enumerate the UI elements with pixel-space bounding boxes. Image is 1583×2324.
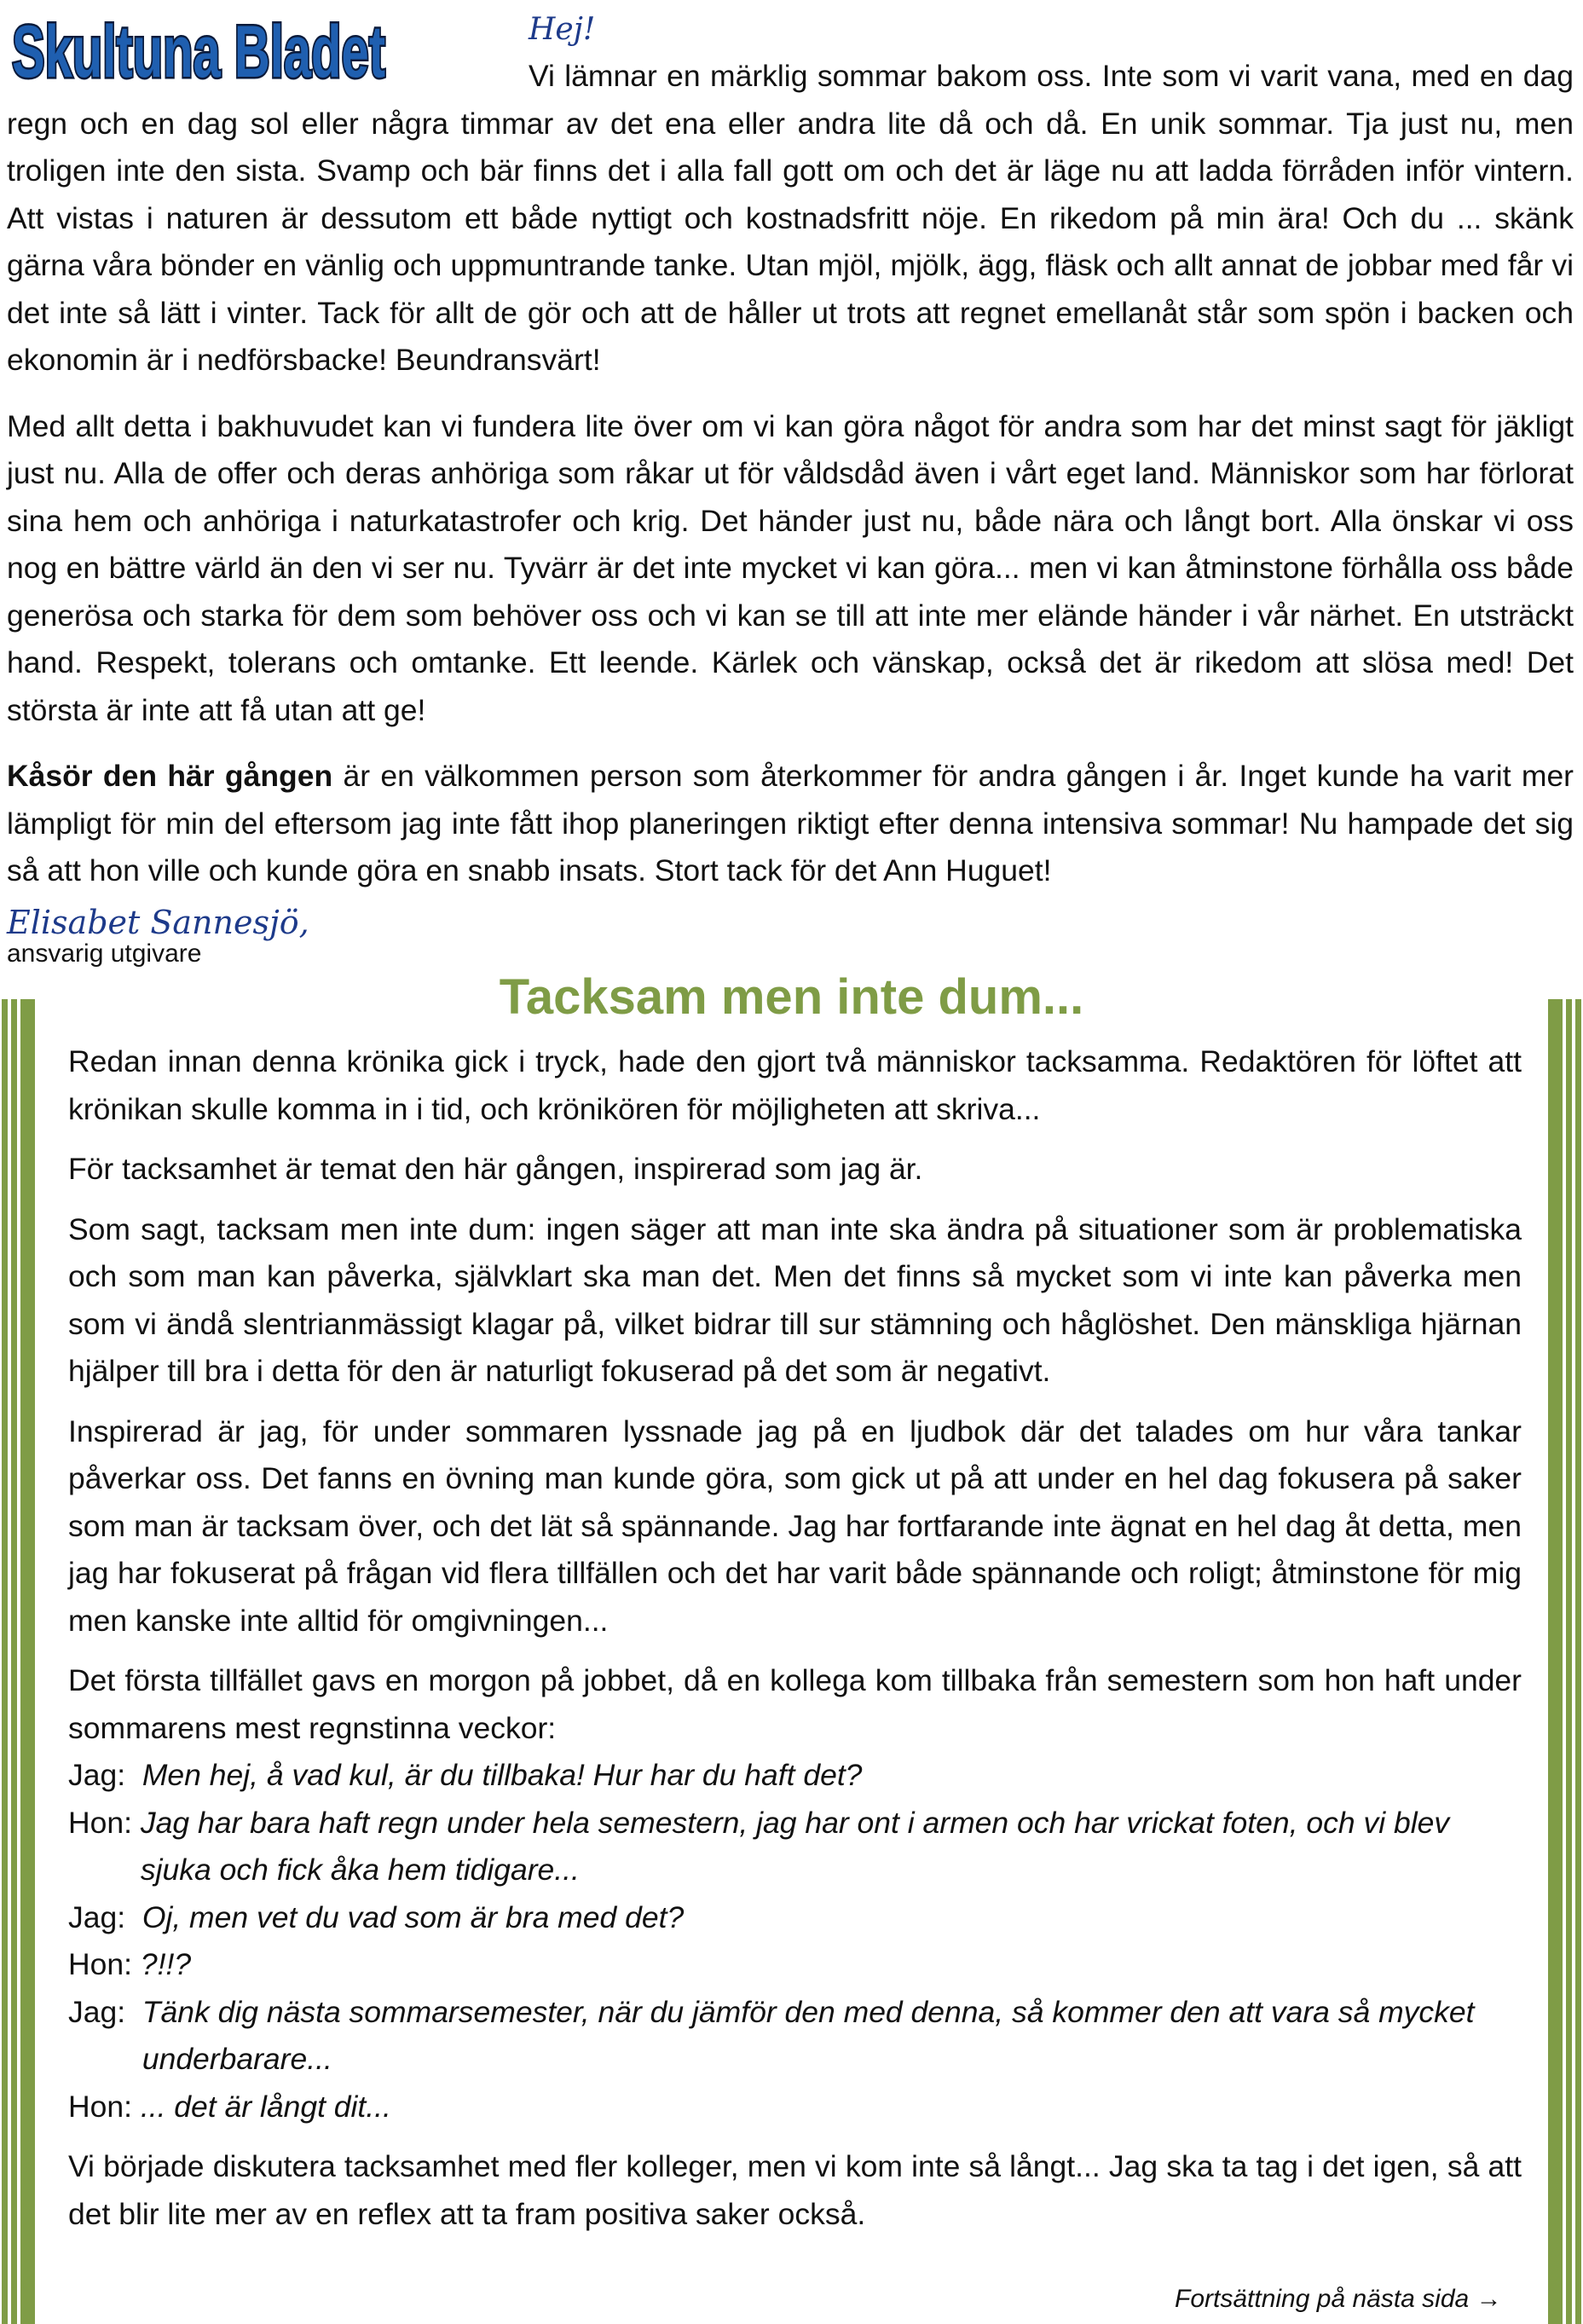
greeting: Hej! <box>529 12 596 47</box>
dialogue-speaker: Jag: <box>68 1994 142 2029</box>
signature-name: Elisabet Sannesjö, <box>7 904 309 941</box>
left-column-border <box>0 999 38 2324</box>
intro-paragraph-2: Med allt detta i bakhuvudet kan vi fundera lite över om vi kan göra något för andra som har det minst sagt för jäkligt just nu. Alla de offer och deras anhöriga som råkar ut för våldsdåd även i vårt eget land. Människor som har förlorat sina hem och anhöriga i naturkatastrofer och krig. Det händer just nu, både nära och långt bort. Alla önskar vi oss nog en bättre värld än den vi ser nu. Tyvärr är det inte mycket vi kan göra... men vi kan åtminstone förhålla oss både generösa och starka för dem som behöver oss och vi kan se till att inte mer elände händer i vår närhet. En utsträckt hand. Respekt, tolerans och omtanke. Ett leende. Kärlek och vänskap, också det är rikedom att slösa med! Det största är inte att få utan att ge! <box>7 408 1574 727</box>
dialogue-line <box>68 2084 1522 2131</box>
dialogue-text: Men hej, å vad kul, är du tillbaka! Hur har du haft det? <box>142 1758 863 1792</box>
column-paragraph: Det första tillfället gavs en morgon på jobbet, då en kollega kom tillbaka från semestern som hon haft under sommarens mest regnstinna veckor: <box>68 1663 1522 1745</box>
intro-paragraph-3 <box>7 753 1574 895</box>
dialogue-text: ?!!? <box>140 1947 192 1981</box>
column-paragraph: Redan innan denna krönika gick i tryck, hade den gjort två människor tacksamma. Redaktören för löftet att krönikan skulle komma in i tid, och krönikören för möjligheten att skriva... <box>68 1044 1522 1126</box>
dialogue-line <box>68 1800 1522 1894</box>
dialogue-text: Oj, men vet du vad som är bra med det? <box>142 1899 685 1934</box>
continue-text: Fortsättning på nästa sida <box>1175 2285 1470 2313</box>
dialogue-line <box>68 1941 1522 1989</box>
dialogue-text: Tänk dig nästa sommarsemester, när du jämför den med denna, så kommer den att vara så mycket underbarare... <box>142 1994 1475 2076</box>
column-paragraph: För tacksamhet är temat den här gången, inspirerad som jag är. <box>68 1152 923 1186</box>
dialogue-text: Jag har bara haft regn under hela semestern, jag har ont i armen och har vrickat foten, och vi blev sjuka och fick åka hem tidigare... <box>140 1805 1450 1887</box>
dialogue-line <box>68 1989 1522 2084</box>
intro-paragraph-1: Vi lämnar en märklig sommar bakom oss. Inte som vi varit vana, med en dag regn och en dag sol eller några timmar av det ena eller andra lite då och då. En unik sommar. Tja just nu, men troligen inte den sista. Svamp och bär finns det i alla fall gott om och det är läge nu att ladda förråden inför vintern. Att vistas i naturen är dessutom ett både nyttigt och kostnadsfritt nöje. En rikedom på min ära! Och du ... skänk gärna våra bönder en vänlig och uppmuntrande tanke. Utan mjöl, mjölk, ägg, fläsk och allt annat de jobbar med får vi det inte så lätt i vinter. Tack för allt de gör och att de håller ut trots att regnet emellanåt står som spön i backen och ekonomin är i nedförsbacke! Beundransvärt! <box>7 59 1574 377</box>
arrow-right-icon: → <box>1476 2285 1502 2313</box>
dialogue-speaker: Hon: <box>68 1805 141 1840</box>
kaser-heading: Kåsör den här gången <box>7 759 333 793</box>
column-paragraph: Vi började diskutera tacksamhet med fler kolleger, men vi kom inte så långt... Jag ska ta tag i det igen, så att det blir lite mer av en reflex att ta fram positiva saker också. <box>68 2149 1522 2231</box>
dialogue-speaker: Jag: <box>68 1758 142 1792</box>
column-paragraph: Inspirerad är jag, för under sommaren lyssnade jag på en ljudbok där det talades om hur våra tankar påverkar oss. Det fanns en övning man kunde göra, som gick ut på att under en hel dag fokusera på saker som man är tacksam över, och det lät så spännande. Jag har fortfarande inte ägnat en hel dag åt detta, men jag har fokuserat på frågan vid flera tillfällen och det har varit både spännande och roligt; åtminstone för mig men kanske inte alltid för omgivningen... <box>68 1413 1522 1638</box>
masthead-logo-text: Skultuna Bladet <box>12 11 385 93</box>
dialogue-speaker: Hon: <box>68 2089 141 2124</box>
column-title: Tacksam men inte dum... <box>499 969 1084 1025</box>
dialogue-line <box>68 1752 1522 1800</box>
column-paragraph: Som sagt, tacksam men inte dum: ingen säger att man inte ska ändra på situationer som är problematiska och som man kan påverka, självklart ska man det. Men det finns så mycket som vi inte kan påverka men som vi ändå slentrianmässigt klagar på, vilket bidrar till sur stämning och håglöshet. Den mänskliga hjärnan hjälper till bra i detta för den är naturligt fokuserad på det som är negativt. <box>68 1211 1522 1388</box>
dialogue-text: ... det är långt dit... <box>140 2089 391 2124</box>
kaser-text: är en välkommen person som återkommer för andra gången i år. Inget kunde ha varit mer lämpligt för min del eftersom jag inte fått ihop planeringen riktigt efter denna intensiva sommar! Nu hampade det sig så att hon ville och kunde göra en snabb insats. Stort tack för det Ann Huguet! <box>7 759 1574 887</box>
intro-section <box>7 53 1574 914</box>
dialogue-speaker: Hon: <box>68 1947 141 1981</box>
right-column-border <box>1545 999 1583 2324</box>
dialogue-line <box>68 1894 1522 1942</box>
continue-link[interactable] <box>1175 2282 1502 2316</box>
column-body <box>68 1038 1522 2251</box>
dialogue-speaker: Jag: <box>68 1899 142 1934</box>
signature-role: ansvarig utgivare <box>7 939 202 968</box>
